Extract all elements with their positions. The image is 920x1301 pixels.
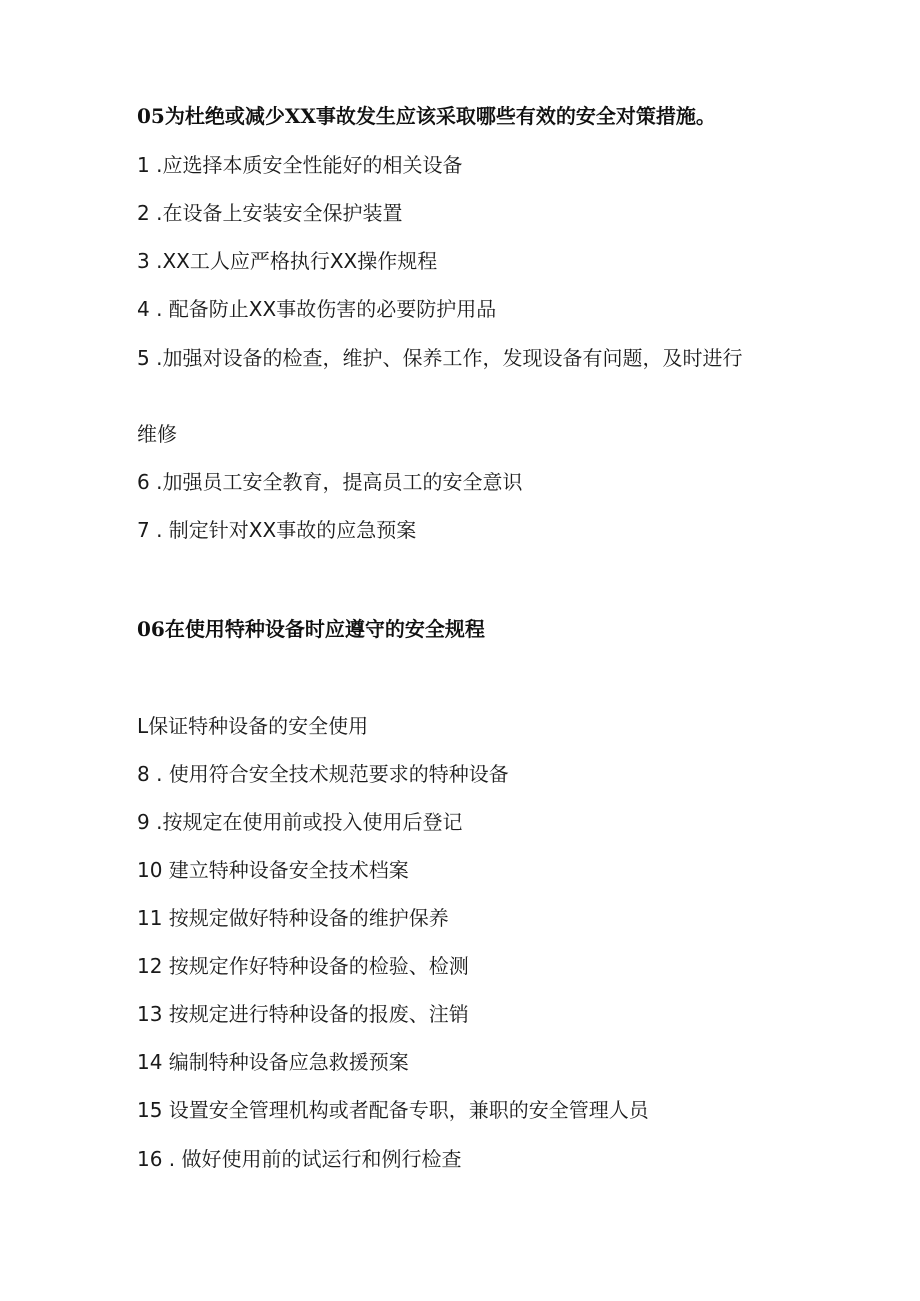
list-item-16 — [137, 1145, 462, 1173]
list-item-5 — [137, 344, 777, 372]
item-number: 9 — [137, 810, 150, 834]
item-text: 建立特种设备安全技术档案 — [162, 858, 409, 882]
item-number: 14 — [137, 1050, 163, 1074]
item-text: .加强员工安全教育，提高员工的安全意识 — [149, 470, 523, 494]
item-text: .加强对设备的检查，维护、保养工作，发现设备有问题，及时进行 — [149, 346, 743, 370]
list-item-14 — [137, 1048, 409, 1076]
list-item-12 — [137, 952, 469, 980]
item-number: 2 — [137, 201, 150, 225]
list-item-1 — [137, 151, 462, 179]
item-text: . 配备防止XX事故伤害的必要防护用品 — [149, 297, 497, 321]
item-text: 按规定进行特种设备的报废、注销 — [162, 1002, 469, 1026]
item-number: 6 — [137, 470, 150, 494]
item-text: 编制特种设备应急救援预案 — [162, 1050, 409, 1074]
list-item-6 — [137, 468, 522, 496]
item-text: . 使用符合安全技术规范要求的特种设备 — [149, 762, 509, 786]
item-text: 按规定做好特种设备的维护保养 — [162, 906, 449, 930]
list-item-9 — [137, 808, 462, 836]
item-text: 设置安全管理机构或者配备专职，兼职的安全管理人员 — [162, 1098, 649, 1122]
section-06-title: 06在使用特种设备时应遵守的安全规程 — [137, 617, 485, 641]
item-number: 15 — [137, 1098, 163, 1122]
section-06-subtitle: L保证特种设备的安全使用 — [137, 714, 369, 738]
list-item-5-continuation — [137, 420, 177, 448]
item-text: .XX工人应严格执行XX操作规程 — [149, 249, 438, 273]
item-text: .在设备上安装安全保护装置 — [149, 201, 403, 225]
list-item-2 — [137, 199, 402, 227]
item-number: 13 — [137, 1002, 163, 1026]
item-text: .按规定在使用前或投入使用后登记 — [149, 810, 463, 834]
item-number: 8 — [137, 762, 150, 786]
list-item-10 — [137, 856, 409, 884]
item-number: 16 — [137, 1147, 163, 1171]
list-item-3 — [137, 247, 437, 275]
item-text: . 制定针对XX事故的应急预案 — [149, 518, 417, 542]
item-number: 12 — [137, 954, 163, 978]
list-item-8 — [137, 760, 509, 788]
item-number: 3 — [137, 249, 150, 273]
item-number: 10 — [137, 858, 163, 882]
item-text: . 做好使用前的试运行和例行检查 — [162, 1147, 462, 1171]
item-text: .应选择本质安全性能好的相关设备 — [149, 153, 463, 177]
item-number: 11 — [137, 906, 163, 930]
list-item-7 — [137, 516, 416, 544]
item-number: 4 — [137, 297, 150, 321]
list-item-4 — [137, 295, 496, 323]
item-text: 按规定作好特种设备的检验、检测 — [162, 954, 469, 978]
item-text: 维修 — [137, 422, 177, 446]
list-item-11 — [137, 904, 449, 932]
list-item-15 — [137, 1096, 649, 1124]
item-number: 7 — [137, 518, 150, 542]
item-number: 1 — [137, 153, 150, 177]
item-number: 5 — [137, 346, 150, 370]
list-item-13 — [137, 1000, 469, 1028]
section-05-title: 05为杜绝或减少XX事故发生应该采取哪些有效的安全对策措施。 — [137, 104, 716, 128]
